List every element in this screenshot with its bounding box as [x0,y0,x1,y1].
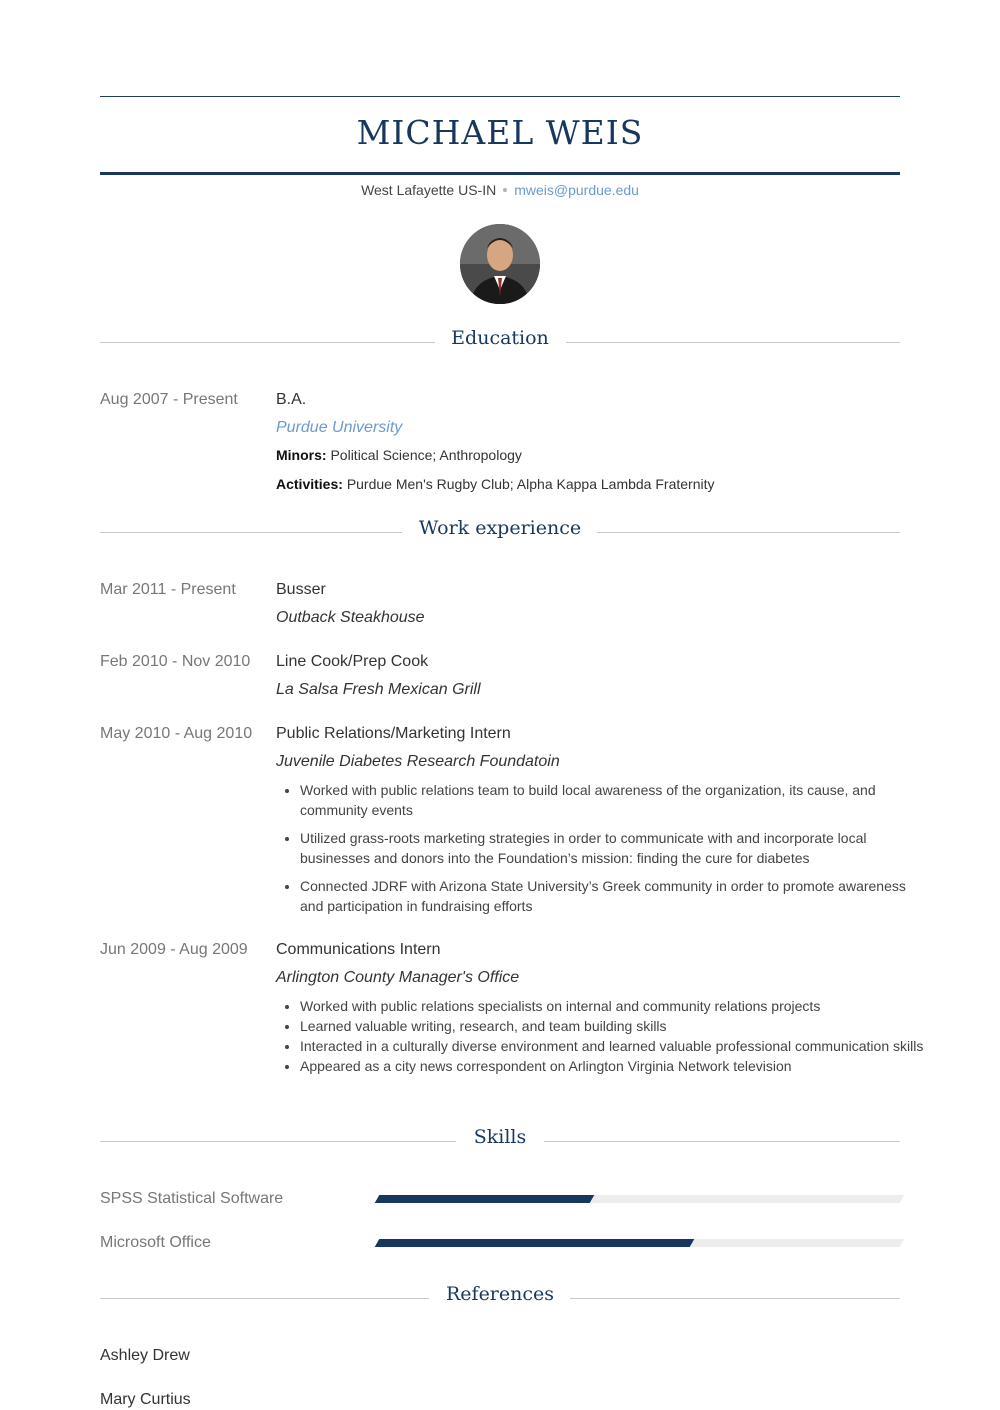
section-title: Work experience [418,517,582,539]
location-text: West Lafayette US-IN [361,182,497,198]
section-divider [544,1141,900,1142]
email-link[interactable]: mweis@purdue.edu [514,182,639,198]
section-divider [566,342,900,343]
section-divider [570,1298,900,1299]
job-dates: Jun 2009 - Aug 2009 [100,941,248,958]
list-item: • Utilized grass-roots marketing strategies in order to communicate with and incorporate local businesses and donors into the Foundation’s mission: finding the cure for diabetes [300,828,924,868]
candidate-name: MICHAEL WEIS [356,113,644,152]
list-item: • Appeared as a city news correspondent on Arlington Virginia Network television [300,1056,924,1076]
section-divider [597,532,900,533]
minors-label: Minors: [276,447,327,463]
activities-field [276,476,714,492]
job-dates: Feb 2010 - Nov 2010 [100,653,251,670]
reference-name: Mary Curtius [100,1391,191,1408]
section-title: Education [451,327,549,349]
activities-value: Purdue Men's Rugby Club; Alpha Kappa Lambda Fraternity [346,476,715,492]
section-references [100,1283,900,1313]
list-item: • Worked with public relations team to build local awareness of the organization, its cause, and community events [300,780,924,820]
job-bullet-list [276,996,924,1076]
section-title: References [445,1283,555,1305]
section-work-experience [100,517,900,547]
job-title: Public Relations/Marketing Intern [276,725,511,742]
list-item: • Worked with public relations specialists on internal and community relations projects [300,996,924,1016]
minors-field [276,447,522,463]
job-title: Busser [276,581,326,598]
employer: La Salsa Fresh Mexican Grill [276,681,481,698]
minors-value: Political Science; Anthropology [330,447,522,463]
contact-line [100,182,900,198]
job-title: Communications Intern [276,941,441,958]
education-dates: Aug 2007 - Present [100,391,238,408]
employer: Outback Steakhouse [276,609,425,626]
profile-photo [460,224,540,304]
job-title: Line Cook/Prep Cook [276,653,429,670]
header-bottom-rule [100,172,900,175]
employer: Arlington County Manager's Office [276,969,520,986]
section-education [100,327,900,357]
skill-level-bar [375,1239,905,1247]
school-link[interactable]: Purdue University [276,419,403,436]
activities-label: Activities: [276,476,343,492]
skill-level-fill [375,1195,595,1203]
skill-level-bar [375,1195,905,1203]
separator-dot-icon [503,188,507,192]
degree: B.A. [276,391,307,408]
job-bullet-list [276,780,924,924]
job-dates: May 2010 - Aug 2010 [100,725,253,742]
skill-name: SPSS Statistical Software [100,1190,284,1207]
list-item: • Connected JDRF with Arizona State University’s Greek community in order to promote awareness and participation in fundraising efforts [300,876,924,916]
header-top-rule [100,96,900,97]
employer: Juvenile Diabetes Research Foundatoin [276,753,560,770]
skill-level-fill [375,1239,695,1247]
section-title: Skills [473,1126,527,1148]
section-skills [100,1126,900,1156]
portrait-icon [460,224,540,304]
list-item: • Interacted in a culturally diverse environment and learned valuable professional communication skills [300,1036,924,1056]
job-dates: Mar 2011 - Present [100,581,236,598]
reference-name: Ashley Drew [100,1347,190,1364]
skill-name: Microsoft Office [100,1234,211,1251]
list-item: • Learned valuable writing, research, and team building skills [300,1016,924,1036]
